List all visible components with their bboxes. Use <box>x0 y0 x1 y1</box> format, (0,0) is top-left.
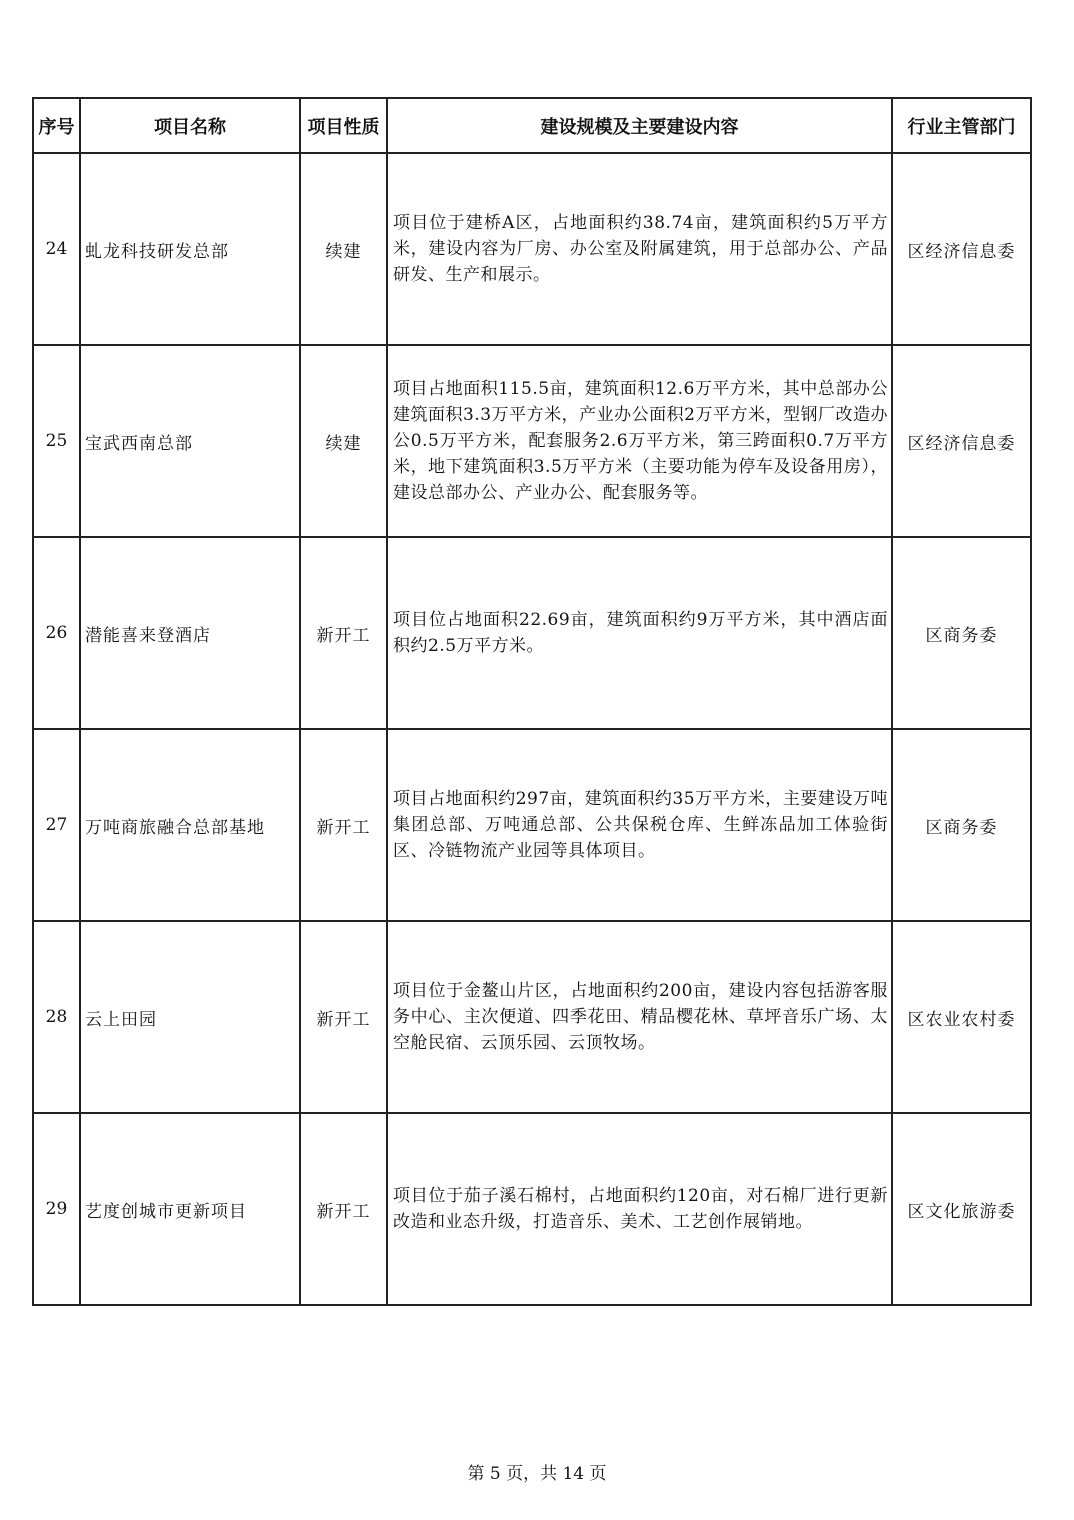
header-seq: 序号 <box>33 98 80 153</box>
project-content-cell: 项目位于建桥A区，占地面积约38.74亩，建筑面积约5万平方米，建设内容为厂房、办公室及附属建筑，用于总部办公、产品研发、生产和展示。 <box>387 153 892 345</box>
seq-cell: 27 <box>33 729 80 921</box>
department-cell: 区文化旅游委 <box>892 1113 1031 1305</box>
department-cell: 区经济信息委 <box>892 153 1031 345</box>
header-name: 项目名称 <box>80 98 300 153</box>
project-name-cell: 万吨商旅融合总部基地 <box>80 729 300 921</box>
table-row <box>33 537 1031 729</box>
seq-cell: 29 <box>33 1113 80 1305</box>
department-cell: 区农业农村委 <box>892 921 1031 1113</box>
seq-cell: 24 <box>33 153 80 345</box>
project-nature-cell: 续建 <box>300 153 387 345</box>
page-number-footer: 第 5 页，共 14 页 <box>467 1464 607 1484</box>
seq-cell: 25 <box>33 345 80 537</box>
project-name-cell: 虬龙科技研发总部 <box>80 153 300 345</box>
table-row <box>33 921 1031 1113</box>
project-name-cell: 宝武西南总部 <box>80 345 300 537</box>
project-content-cell: 项目占地面积约297亩，建筑面积约35万平方米，主要建设万吨集团总部、万吨通总部、公共保税仓库、生鲜冻品加工体验街区、冷链物流产业园等具体项目。 <box>387 729 892 921</box>
department-cell: 区商务委 <box>892 537 1031 729</box>
seq-cell: 28 <box>33 921 80 1113</box>
table-row <box>33 153 1031 345</box>
project-nature-cell: 新开工 <box>300 729 387 921</box>
table-row <box>33 345 1031 537</box>
project-content-cell: 项目位于茄子溪石棉村，占地面积约120亩，对石棉厂进行更新改造和业态升级，打造音乐、美术、工艺创作展销地。 <box>387 1113 892 1305</box>
seq-cell: 26 <box>33 537 80 729</box>
project-content-cell: 项目位于金鳌山片区，占地面积约200亩，建设内容包括游客服务中心、主次便道、四季花田、精品樱花林、草坪音乐广场、太空舱民宿、云顶乐园、云顶牧场。 <box>387 921 892 1113</box>
projects-table <box>32 97 1032 1306</box>
header-row <box>33 98 1031 153</box>
header-content: 建设规模及主要建设内容 <box>387 98 892 153</box>
department-cell: 区经济信息委 <box>892 345 1031 537</box>
project-name-cell: 云上田园 <box>80 921 300 1113</box>
table-row <box>33 729 1031 921</box>
header-dept: 行业主管部门 <box>892 98 1031 153</box>
header-nature: 项目性质 <box>300 98 387 153</box>
project-content-cell: 项目占地面积115.5亩，建筑面积12.6万平方米，其中总部办公建筑面积3.3万平方米，产业办公面积2万平方米，型钢厂改造办公0.5万平方米，配套服务2.6万平方米，第三跨面积0.7万平方米，地下建筑面积3.5万平方米（主要功能为停车及设备用房），建设总部办公、产业办公、配套服务等。 <box>387 345 892 537</box>
project-nature-cell: 新开工 <box>300 537 387 729</box>
project-name-cell: 艺度创城市更新项目 <box>80 1113 300 1305</box>
project-nature-cell: 续建 <box>300 345 387 537</box>
project-nature-cell: 新开工 <box>300 921 387 1113</box>
project-nature-cell: 新开工 <box>300 1113 387 1305</box>
project-content-cell: 项目位占地面积22.69亩，建筑面积约9万平方米，其中酒店面积约2.5万平方米。 <box>387 537 892 729</box>
project-name-cell: 潜能喜来登酒店 <box>80 537 300 729</box>
table-row <box>33 1113 1031 1305</box>
department-cell: 区商务委 <box>892 729 1031 921</box>
